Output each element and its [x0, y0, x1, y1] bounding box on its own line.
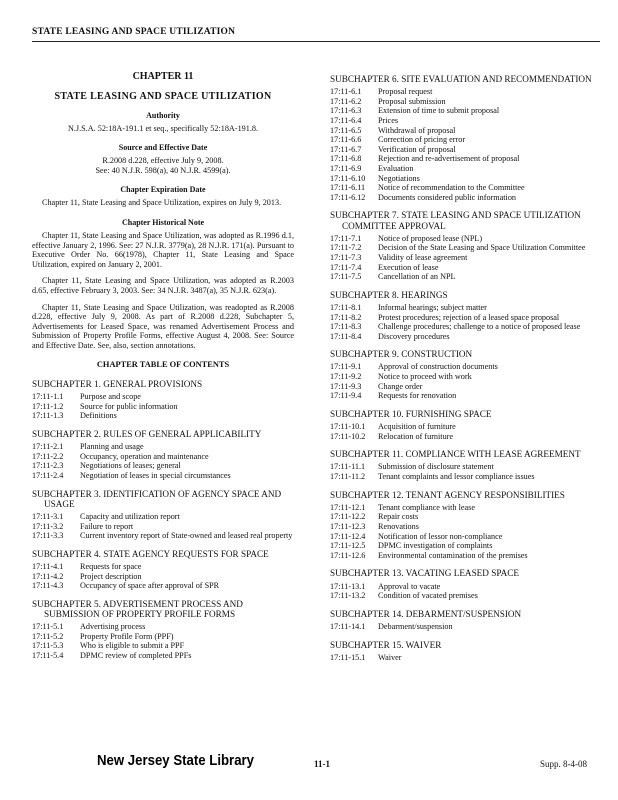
subchapter-heading: SUBCHAPTER 5. ADVERTISEMENT PROCESS AND SUBMISSION OF PROPERTY PROFILE FORMS: [32, 598, 243, 619]
toc-entry: [330, 512, 600, 522]
toc-entry: [330, 87, 600, 97]
history-paragraph-1: Chapter 11, State Leasing and Space Utilization, was adopted as R.1996 d.1, effective January 2, 1996. See: 27 N.J.R. 3779(a), 28 N.J.R. 171(a). Pursuant to Executive Order No. 66(1978), Chapter 11, State Leasing and Space Utilization, expired on January 2, 2001.: [32, 230, 294, 269]
section-title: Requests for space: [80, 562, 142, 572]
section-number: 17:11-6.7: [330, 144, 362, 154]
toc-entry: [330, 422, 600, 432]
toc-entry: [330, 303, 600, 313]
toc-entry: [330, 313, 600, 323]
section-number: 17:11-11.2: [330, 472, 366, 482]
section-title: Extension of time to submit proposal: [378, 106, 500, 116]
toc-entry: [330, 183, 600, 193]
subchapter-heading: SUBCHAPTER 2. RULES OF GENERAL APPLICABILITY: [32, 429, 262, 440]
toc-entry: [330, 126, 600, 136]
section-number: 17:11-6.5: [330, 125, 362, 135]
section-title: Change order: [378, 381, 423, 391]
subchapter-heading: SUBCHAPTER 9. CONSTRUCTION: [330, 349, 473, 360]
toc-entry: [330, 503, 600, 513]
source-line-2: See: 40 N.J.R. 598(a), 40 N.J.R. 4599(a).: [95, 165, 231, 175]
section-number: 17:11-8.1: [330, 302, 362, 312]
toc-entry: [330, 234, 600, 244]
left-column: [32, 72, 294, 669]
toc-entry: [330, 332, 600, 342]
section-number: 17:11-6.11: [330, 183, 366, 193]
section-list: [330, 422, 600, 441]
section-number: 17:11-14.1: [330, 622, 366, 631]
section-number: 17:11-7.5: [330, 272, 362, 282]
toc-entry: [32, 651, 294, 661]
section-number: 17:11-8.2: [330, 312, 362, 322]
toc-entry: [32, 402, 294, 412]
section-title: Informal hearings; subject matter: [378, 302, 487, 312]
toc-left-list: [32, 379, 294, 661]
toc-entry: [330, 591, 600, 601]
toc-entry: [330, 582, 600, 592]
section-number: 17:11-2.1: [32, 442, 64, 452]
toc-entry: [330, 322, 600, 332]
section-title: Tenant compliance with lease: [378, 502, 475, 512]
history-paragraph-3: Chapter 11, State Leasing and Space Utilization, was readopted as R.2008 d.228, effective July 9, 2008. As part of R.2008 d.228, Subchapter 5, Advertisements for Leased Space, was renamed Advertisement Process and Submission of Property Profile Forms, effective August 4, 2008. See: Source and Effective Date. See, also, section annotations.: [32, 302, 294, 350]
section-number: 17:11-6.6: [330, 135, 362, 145]
toc-entry: [32, 442, 294, 452]
toc-entry: [330, 272, 600, 282]
toc-entry: [32, 632, 294, 642]
toc-entry: [32, 531, 294, 541]
subchapter-heading: SUBCHAPTER 12. TENANT AGENCY RESPONSIBILITIES: [330, 489, 565, 500]
section-number: 17:11-4.3: [32, 581, 64, 591]
section-number: 17:11-6.3: [330, 106, 362, 116]
section-title: Verification of proposal: [378, 144, 456, 154]
section-number: 17:11-9.3: [330, 381, 362, 391]
section-title: Definitions: [80, 411, 117, 421]
section-number: 17:11-5.2: [32, 631, 64, 641]
section-title: Environmental contamination of the premises: [378, 550, 528, 560]
section-number: 17:11-9.1: [330, 362, 362, 372]
subchapter-heading: SUBCHAPTER 10. FURNISHING SPACE: [330, 408, 492, 419]
section-list: [32, 622, 294, 660]
expiration-text: Chapter 11, State Leasing and Space Utilization, expires on July 9, 2013.: [42, 197, 282, 207]
section-title: Occupancy, operation and maintenance: [80, 451, 209, 461]
toc-entry: [330, 391, 600, 401]
section-number: 17:11-9.4: [330, 391, 362, 401]
toc-entry: [330, 263, 600, 273]
toc-entry: [330, 135, 600, 145]
toc-entry: [330, 243, 600, 253]
section-title: Current inventory report of State-owned and leased real property: [80, 531, 293, 541]
toc-entry: [330, 382, 600, 392]
section-number: 17:11-4.1: [32, 562, 64, 572]
toc-entry: [330, 145, 600, 155]
section-title: Capacity and utilization report: [80, 512, 180, 522]
subchapter-heading: SUBCHAPTER 15. WAIVER: [330, 639, 442, 650]
section-title: Challenge procedures; challenge to a notice of proposed lease: [378, 322, 581, 332]
subchapter-heading: SUBCHAPTER 14. DEBARMENT/SUSPENSION: [330, 608, 522, 619]
section-number: 17:11-12.6: [330, 550, 366, 560]
section-title: Debarment/suspension: [378, 622, 453, 631]
section-number: 17:11-12.5: [330, 541, 366, 551]
section-list: [330, 87, 600, 202]
toc-entry: [330, 193, 600, 203]
section-list: [330, 653, 600, 663]
section-number: 17:11-6.10: [330, 173, 366, 183]
section-number: 17:11-13.2: [330, 591, 366, 601]
section-list: [330, 503, 600, 561]
toc-entry: [32, 522, 294, 532]
section-title: Repair costs: [378, 512, 419, 522]
section-number: 17:11-7.2: [330, 243, 362, 253]
chapter-title: STATE LEASING AND SPACE UTILIZATION: [54, 90, 272, 102]
section-number: 17:11-5.1: [32, 622, 64, 632]
section-number: 17:11-7.4: [330, 262, 362, 272]
section-title: Occupancy of space after approval of SPR: [80, 581, 220, 591]
toc-entry: [32, 562, 294, 572]
toc-entry: [330, 174, 600, 184]
section-number: 17:11-2.3: [32, 461, 64, 471]
toc-entry: [32, 461, 294, 471]
section-title: Evaluation: [378, 163, 414, 173]
running-header: STATE LEASING AND SPACE UTILIZATION: [32, 27, 236, 37]
section-title: Validity of lease agreement: [378, 252, 468, 262]
toc-entry: [330, 116, 600, 126]
history-heading: Chapter Historical Note: [121, 218, 205, 228]
section-title: Tenant complaints and lessor compliance issues: [378, 472, 535, 482]
section-title: Approval to vacate: [378, 581, 441, 591]
section-title: Protest procedures; rejection of a leased space proposal: [378, 312, 560, 322]
section-title: Execution of lease: [378, 262, 439, 272]
section-title: Decision of the State Leasing and Space Utilization Committee: [378, 243, 586, 253]
subchapter-heading: SUBCHAPTER 1. GENERAL PROVISIONS: [32, 379, 203, 390]
subchapter-heading: SUBCHAPTER 3. IDENTIFICATION OF AGENCY SPACE AND USAGE: [32, 488, 282, 509]
section-title: Failure to report: [80, 521, 134, 531]
toc-entry: [32, 572, 294, 582]
toc-entry: [330, 462, 600, 472]
section-title: Negotiation of leases in special circumstances: [80, 471, 231, 481]
section-number: 17:11-10.1: [330, 422, 366, 432]
section-number: 17:11-1.2: [32, 401, 64, 411]
subchapter-heading: SUBCHAPTER 7. STATE LEASING AND SPACE UTILIZATION COMMITTEE APPROVAL: [330, 210, 581, 231]
section-number: 17:11-10.2: [330, 431, 366, 441]
toc-entry: [330, 154, 600, 164]
source-heading: Source and Effective Date: [118, 143, 208, 153]
toc-heading: CHAPTER TABLE OF CONTENTS: [96, 360, 230, 370]
section-title: Waiver: [378, 652, 402, 662]
section-list: [32, 442, 294, 480]
toc-entry: [32, 471, 294, 481]
toc-entry: [330, 541, 600, 551]
section-number: 17:11-5.4: [32, 650, 64, 660]
section-title: Project description: [80, 571, 142, 581]
section-title: Negotiations: [378, 173, 420, 183]
footer-page-number: 11-1: [314, 759, 331, 769]
toc-entry: [32, 641, 294, 651]
history-paragraph-2: Chapter 11, State Leasing and Space Utilization, was adopted as R.2003 d.65, effective February 3, 2003. See: 34 N.J.R. 3487(a), 35 N.J.R. 623(a).: [32, 276, 294, 295]
section-title: Relocation of furniture: [378, 431, 454, 441]
section-number: 17:11-2.4: [32, 471, 64, 481]
toc-entry: [330, 97, 600, 107]
footer-library-name: New Jersey State Library: [97, 752, 255, 769]
section-title: Property Profile Form (PPF): [80, 631, 174, 641]
section-title: DPMC investigation of complaints: [378, 541, 493, 551]
toc-entry: [32, 622, 294, 632]
subchapter-heading: SUBCHAPTER 4. STATE AGENCY REQUESTS FOR SPACE: [32, 548, 269, 559]
toc-entry: [330, 622, 600, 632]
section-title: Proposal request: [378, 87, 433, 97]
section-number: 17:11-12.4: [330, 531, 366, 541]
section-number: 17:11-13.1: [330, 581, 366, 591]
section-title: Prices: [378, 115, 399, 125]
authority-text: N.J.S.A. 52:18A-191.1 et seq., specifically 52:18A-191.8.: [67, 123, 259, 133]
section-number: 17:11-8.4: [330, 331, 362, 341]
section-list: [330, 303, 600, 341]
section-number: 17:11-7.3: [330, 252, 362, 262]
section-title: Requests for renovation: [378, 391, 457, 401]
section-title: Rejection and re-advertisement of proposal: [378, 154, 520, 164]
section-title: Purpose and scope: [80, 392, 141, 402]
toc-entry: [330, 522, 600, 532]
toc-entry: [330, 653, 600, 663]
section-list: [330, 622, 600, 632]
section-number: 17:11-12.1: [330, 502, 366, 512]
right-column: [330, 74, 600, 670]
section-number: 17:11-6.9: [330, 163, 362, 173]
section-number: 17:11-3.1: [32, 512, 64, 522]
section-number: 17:11-6.12: [330, 192, 366, 202]
section-list: [32, 392, 294, 421]
section-number: 17:11-11.1: [330, 462, 366, 472]
authority-heading: Authority: [146, 111, 180, 121]
section-title: Source for public information: [80, 401, 178, 411]
toc-entry: [32, 581, 294, 591]
section-number: 17:11-9.2: [330, 372, 362, 382]
section-title: Approval of construction documents: [378, 362, 498, 372]
section-title: Who is eligible to submit a PPF: [80, 641, 185, 651]
section-title: Renovations: [378, 522, 419, 532]
section-title: Notice of proposed lease (NPL): [378, 233, 483, 243]
section-title: Notice to proceed with work: [378, 372, 472, 382]
section-list: [330, 462, 600, 481]
section-title: Documents considered public information: [378, 192, 517, 202]
section-number: 17:11-1.3: [32, 411, 64, 421]
section-number: 17:11-5.3: [32, 641, 64, 651]
section-list: [32, 562, 294, 591]
section-list: [330, 362, 600, 400]
toc-right-list: [330, 74, 600, 662]
section-title: Submission of disclosure statement: [378, 462, 494, 472]
toc-entry: [330, 362, 600, 372]
header-rule: [32, 41, 600, 42]
section-number: 17:11-3.2: [32, 521, 64, 531]
toc-entry: [330, 164, 600, 174]
section-title: DPMC review of completed PPFs: [80, 650, 192, 660]
section-title: Discovery procedures: [378, 331, 450, 341]
section-number: 17:11-6.1: [330, 87, 362, 97]
section-title: Correction of pricing error: [378, 135, 466, 145]
section-number: 17:11-7.1: [330, 233, 362, 243]
section-title: Negotiations of leases; general: [80, 461, 181, 471]
section-number: 17:11-2.2: [32, 451, 64, 461]
section-title: Notification of lessor non-compliance: [378, 531, 503, 541]
toc-entry: [32, 512, 294, 522]
toc-entry: [32, 411, 294, 421]
section-list: [330, 234, 600, 282]
toc-entry: [330, 253, 600, 263]
subchapter-heading: SUBCHAPTER 6. SITE EVALUATION AND RECOMMENDATION: [330, 74, 592, 84]
section-title: Condition of vacated premises: [378, 591, 478, 601]
section-list: [32, 512, 294, 541]
section-number: 17:11-15.1: [330, 652, 366, 662]
toc-entry: [330, 106, 600, 116]
section-number: 17:11-6.2: [330, 96, 362, 106]
expiration-heading: Chapter Expiration Date: [120, 185, 206, 195]
toc-entry: [32, 452, 294, 462]
toc-entry: [330, 432, 600, 442]
section-number: 17:11-12.2: [330, 512, 366, 522]
toc-entry: [330, 551, 600, 561]
section-title: Planning and usage: [80, 442, 144, 452]
footer-supplement: Supp. 8-4-08: [540, 759, 587, 769]
section-title: Withdrawal of proposal: [378, 125, 456, 135]
section-number: 17:11-1.1: [32, 392, 64, 402]
toc-entry: [330, 472, 600, 482]
section-number: 17:11-12.3: [330, 522, 366, 532]
toc-entry: [32, 392, 294, 402]
section-title: Acquisition of furniture: [378, 422, 456, 432]
section-title: Proposal submission: [378, 96, 446, 106]
source-line-1: R.2008 d.228, effective July 9, 2008.: [102, 155, 224, 165]
section-number: 17:11-3.3: [32, 531, 64, 541]
toc-entry: [330, 532, 600, 542]
section-title: Cancellation of an NPL: [378, 272, 456, 282]
subchapter-heading: SUBCHAPTER 8. HEARINGS: [330, 289, 448, 300]
section-number: 17:11-6.4: [330, 115, 362, 125]
section-number: 17:11-4.2: [32, 571, 64, 581]
section-title: Notice of recommendation to the Committee: [378, 183, 525, 193]
section-number: 17:11-8.3: [330, 322, 362, 332]
subchapter-heading: SUBCHAPTER 11. COMPLIANCE WITH LEASE AGREEMENT: [330, 449, 581, 460]
section-list: [330, 582, 600, 601]
toc-entry: [330, 372, 600, 382]
chapter-label: CHAPTER 11: [132, 71, 194, 82]
section-title: Advertising process: [80, 622, 146, 632]
subchapter-heading: SUBCHAPTER 13. VACATING LEASED SPACE: [330, 568, 519, 579]
section-number: 17:11-6.8: [330, 154, 362, 164]
